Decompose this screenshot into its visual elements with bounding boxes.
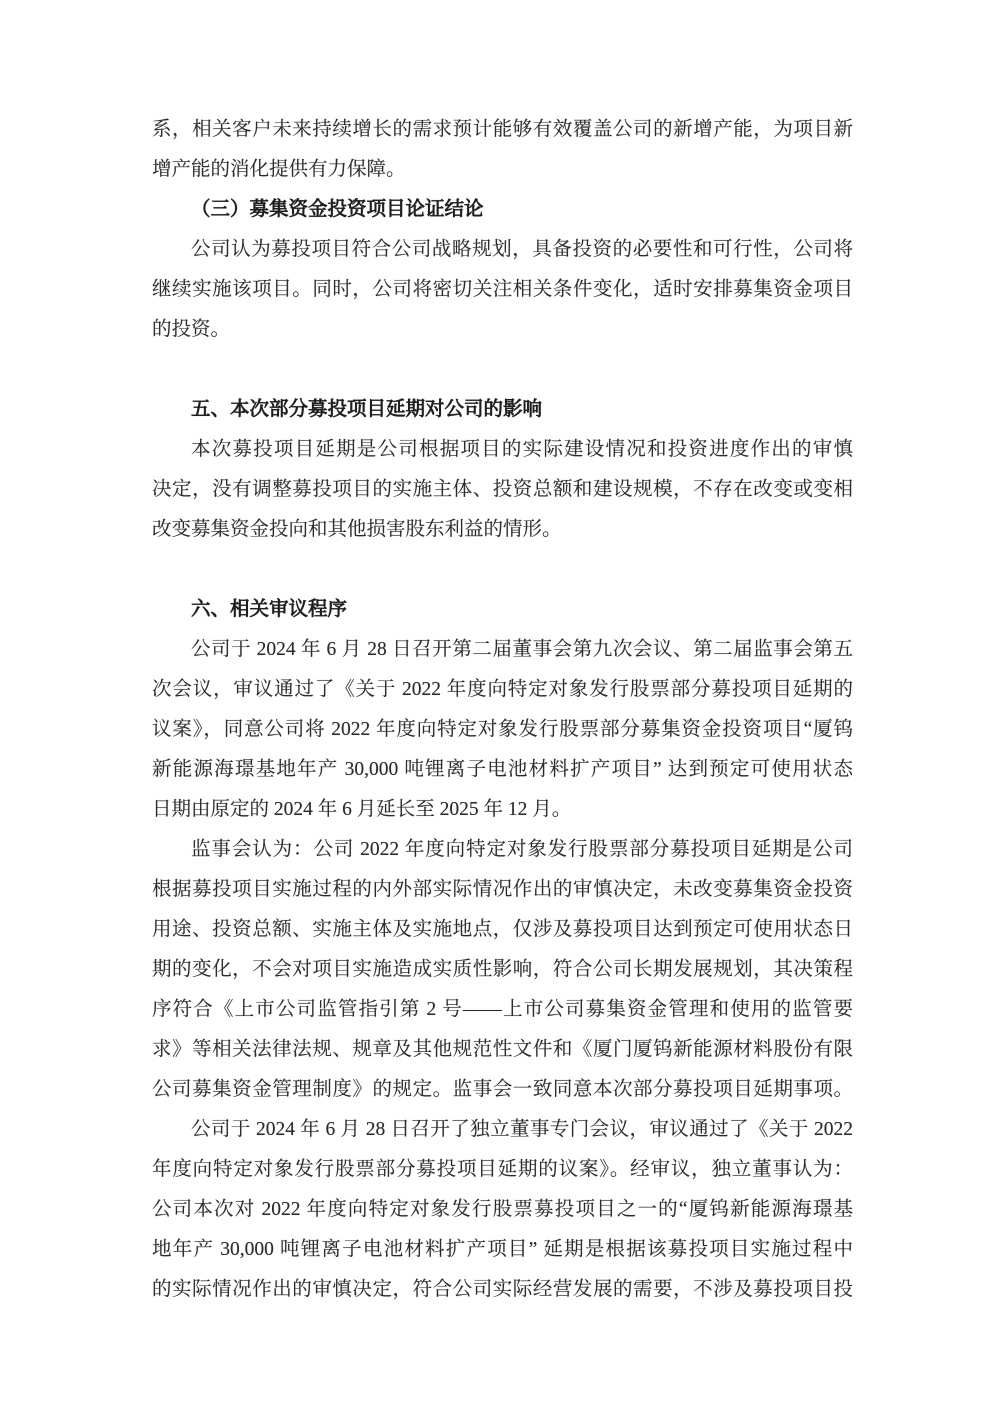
text-line: 新能源海璟基地年产 30,000 吨锂离子电池材料扩产项目” 达到预定可使用状态 [152, 759, 853, 780]
text-line: 公司本次对 2022 年度向特定对象发行股票募投项目之一的“厦钨新能源海璟基 [152, 1199, 853, 1220]
text-line: 的投资。 [152, 319, 231, 340]
text-line: 系，相关客户未来持续增长的需求预计能够有效覆盖公司的新增产能，为项目新 [152, 119, 853, 140]
text-line: 决定，没有调整募投项目的实施主体、投资总额和建设规模，不存在改变或变相 [152, 479, 853, 500]
section-heading-6: 六、相关审议程序 [191, 599, 348, 620]
text-line: 根据募投项目实施过程的内外部实际情况作出的审慎决定，未改变募集资金投资 [152, 879, 853, 900]
document-text-block [152, 110, 853, 1310]
text-line: 地年产 30,000 吨锂离子电池材料扩产项目” 延期是根据该募投项目实施过程中 [152, 1239, 853, 1260]
text-line: 序符合《上市公司监管指引第 2 号——上市公司募集资金管理和使用的监管要 [152, 999, 853, 1020]
text-line: 议案》，同意公司将 2022 年度向特定对象发行股票部分募集资金投资项目“厦钨 [152, 719, 853, 740]
text-line: 公司认为募投项目符合公司战略规划，具备投资的必要性和可行性，公司将 [191, 239, 853, 260]
section-heading-5: 五、本次部分募投项目延期对公司的影响 [191, 399, 543, 420]
text-line: 公司于 2024 年 6 月 28 日召开了独立董事专门会议，审议通过了《关于 2022 [191, 1119, 853, 1140]
text-line: 年度向特定对象发行股票部分募投项目延期的议案》。经审议，独立董事认为： [152, 1159, 853, 1180]
text-line: 本次募投项目延期是公司根据项目的实际建设情况和投资进度作出的审慎 [191, 439, 853, 460]
text-line: 公司募集资金管理制度》的规定。监事会一致同意本次部分募投项目延期事项。 [152, 1079, 853, 1100]
text-line: 日期由原定的 2024 年 6 月延长至 2025 年 12 月。 [152, 799, 572, 820]
text-line: 期的变化，不会对项目实施造成实质性影响，符合公司长期发展规划，其决策程 [152, 959, 853, 980]
text-line: 次会议，审议通过了《关于 2022 年度向特定对象发行股票部分募投项目延期的 [152, 679, 853, 700]
text-line: 用途、投资总额、实施主体及实施地点，仅涉及募投项目达到预定可使用状态日 [152, 919, 853, 940]
text-line: 继续实施该项目。同时，公司将密切关注相关条件变化，适时安排募集资金项目 [152, 279, 853, 300]
text-line: 求》等相关法律法规、规章及其他规范性文件和《厦门厦钨新能源材料股份有限 [152, 1039, 853, 1060]
subsection-heading-3: （三）募集资金投资项目论证结论 [191, 199, 484, 220]
text-line: 增产能的消化提供有力保障。 [152, 159, 406, 180]
text-line: 的实际情况作出的审慎决定，符合公司实际经营发展的需要，不涉及募投项目投 [152, 1279, 853, 1300]
text-line: 公司于 2024 年 6 月 28 日召开第二届董事会第九次会议、第二届监事会第五 [191, 639, 853, 660]
text-line: 改变募集资金投向和其他损害股东利益的情形。 [152, 519, 562, 540]
text-line: 监事会认为：公司 2022 年度向特定对象发行股票部分募投项目延期是公司 [191, 839, 853, 860]
